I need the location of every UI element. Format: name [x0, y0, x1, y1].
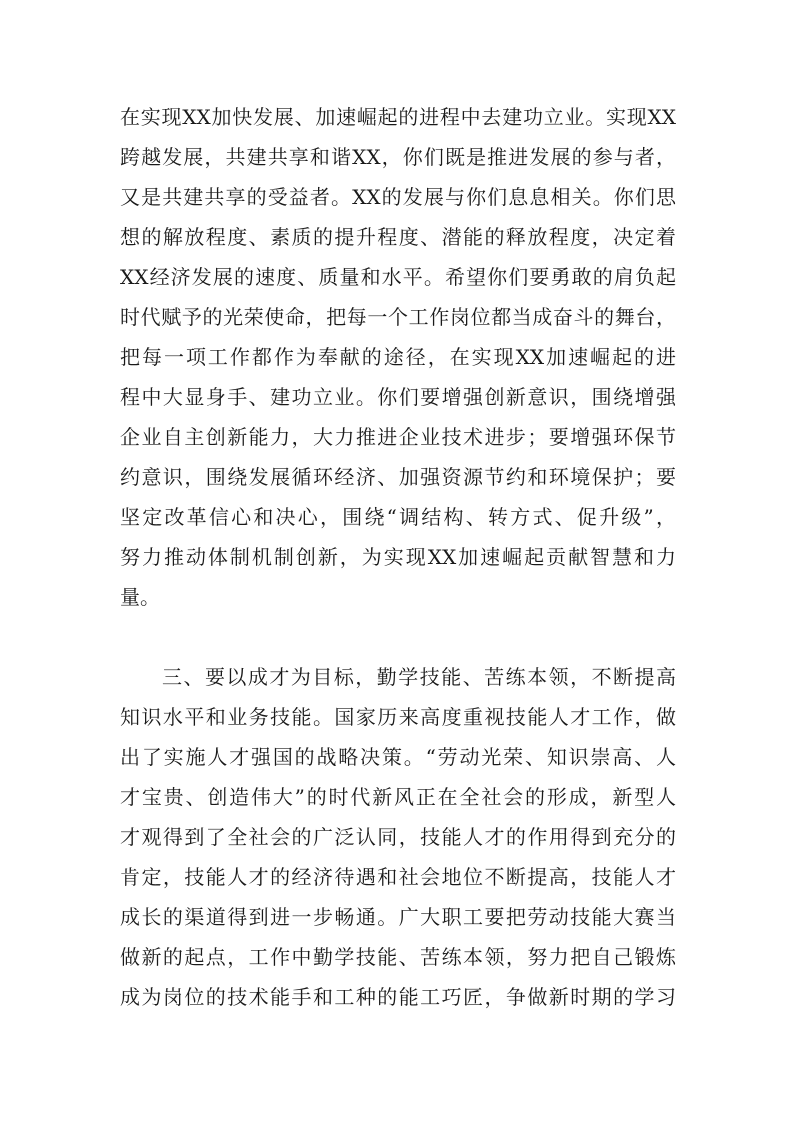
text-line: 知识水平和业务技能。国家历来高度重视技能人才工作，做: [120, 705, 676, 729]
text-line: 程中大显身手、建功立业。你们要增强创新意识，围绕增强: [120, 385, 676, 409]
text-line: 才宝贵、创造伟大”的时代新风正在全社会的形成，新型人: [120, 785, 676, 809]
text-line: 出了实施人才强国的战略决策。“劳动光荣、知识崇高、人: [120, 745, 676, 769]
text-line: 把每一项工作都作为奉献的途径，在实现XX加速崛起的进: [120, 345, 676, 369]
text-line: 成为岗位的技术能手和工种的能工巧匠，争做新时期的学习: [120, 985, 676, 1009]
text-line: 努力推动体制机制创新，为实现XX加速崛起贡献智慧和力: [120, 545, 676, 569]
text-line: 肯定，技能人才的经济待遇和社会地位不断提高，技能人才: [120, 865, 676, 889]
text-line: 做新的起点，工作中勤学技能、苦练本领，努力把自己锻炼: [120, 945, 676, 969]
text-line: XX经济发展的速度、质量和水平。希望你们要勇敢的肩负起: [120, 265, 676, 289]
text-line: 企业自主创新能力，大力推进企业技术进步；要增强环保节: [120, 425, 676, 449]
text-line: 才观得到了全社会的广泛认同，技能人才的作用得到充分的: [120, 825, 676, 849]
text-line: 时代赋予的光荣使命，把每一个工作岗位都当成奋斗的舞台，: [120, 305, 676, 329]
text-line: 三、要以成才为目标，勤学技能、苦练本领，不断提高: [162, 665, 676, 689]
text-line: 成长的渠道得到进一步畅通。广大职工要把劳动技能大赛当: [120, 905, 676, 929]
text-line: 约意识，围绕发展循环经济、加强资源节约和环境保护；要: [120, 465, 676, 489]
text-line: 在实现XX加快发展、加速崛起的进程中去建功立业。实现XX: [120, 105, 676, 129]
text-line: 坚定改革信心和决心，围绕“调结构、转方式、促升级”，: [120, 505, 676, 529]
text-line: 想的解放程度、素质的提升程度、潜能的释放程度，决定着: [120, 225, 676, 249]
text-line: 又是共建共享的受益者。XX的发展与你们息息相关。你们思: [120, 185, 676, 209]
text-line: 量。: [120, 585, 160, 609]
text-line: 跨越发展，共建共享和谐XX，你们既是推进发展的参与者，: [120, 145, 676, 169]
